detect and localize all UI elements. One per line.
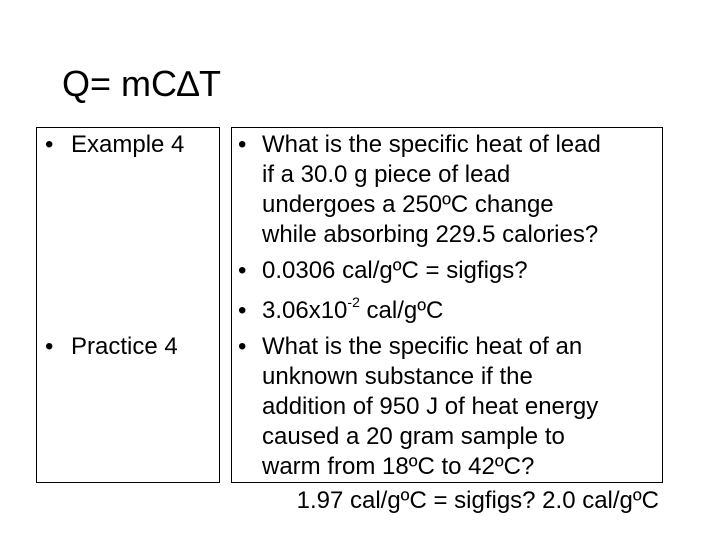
question-2-line: unknown substance if the: [262, 363, 533, 390]
question-2-line: caused a 20 gram sample to: [262, 423, 565, 450]
bullet-glyph: •: [238, 257, 247, 284]
right-text-box: [231, 127, 663, 483]
slide-title: Q= mC∆T: [62, 63, 222, 104]
answer-2-line: 1.97 cal/gºC = sigfigs? 2.0 cal/gºC: [296, 487, 659, 514]
question-1-line: while absorbing 229.5 calories?: [262, 221, 599, 248]
bullet-glyph: •: [238, 297, 247, 324]
question-2-line: What is the specific heat of an: [262, 333, 583, 360]
example-4-label: Example 4: [71, 131, 185, 158]
question-1-line: undergoes a 250ºC change: [262, 191, 554, 218]
sci-exponent: -2: [347, 294, 360, 310]
practice-4-label: Practice 4: [71, 333, 178, 360]
answer-1-scientific: [262, 296, 443, 326]
left-text-box: [36, 127, 220, 483]
sci-base: 3.06x10: [262, 297, 348, 324]
answer-1-sigfigs: 0.0306 cal/gºC = sigfigs?: [262, 257, 528, 284]
question-1-line: What is the specific heat of lead: [262, 131, 601, 158]
question-1-line: if a 30.0 g piece of lead: [262, 161, 511, 188]
bullet-glyph: •: [45, 333, 54, 360]
question-2-line: warm from 18ºC to 42ºC?: [262, 453, 535, 480]
bullet-glyph: •: [238, 333, 247, 360]
bullet-glyph: •: [45, 131, 54, 158]
sci-unit: cal/gºC: [359, 297, 444, 324]
bullet-glyph: •: [238, 131, 247, 158]
question-2-line: addition of 950 J of heat energy: [262, 393, 599, 420]
